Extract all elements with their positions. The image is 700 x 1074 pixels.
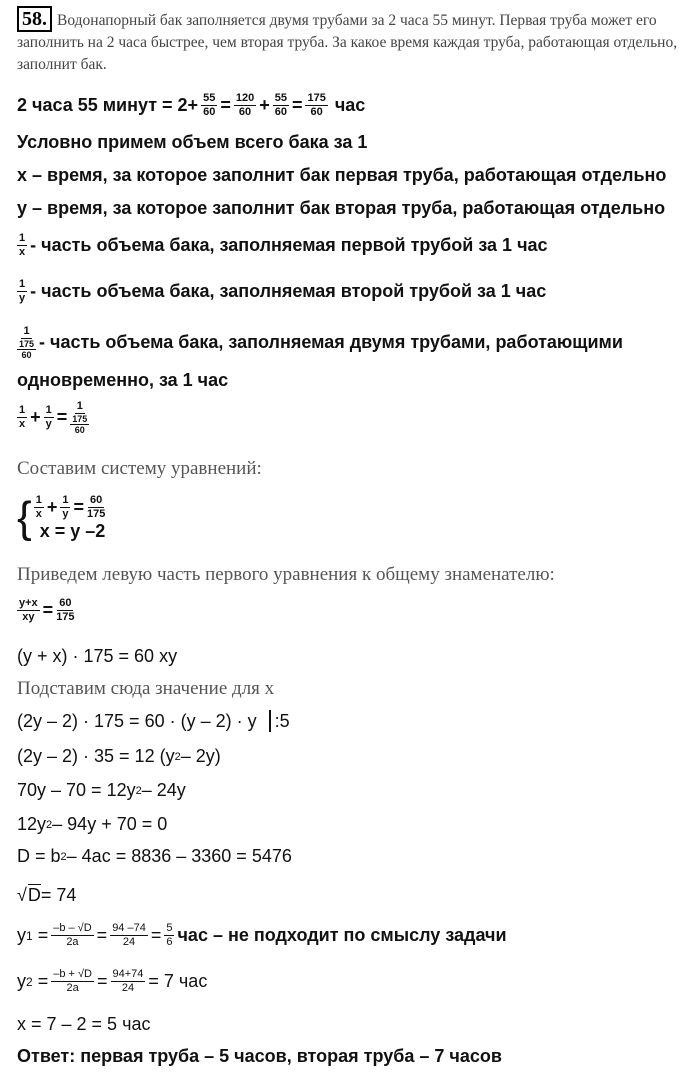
numerator: 1	[62, 494, 69, 506]
line: Приведем левую часть первого уравнения к общему знаменателю:	[17, 564, 555, 585]
fraction	[164, 922, 174, 949]
equation	[17, 597, 78, 624]
denominator: 24	[121, 982, 135, 994]
text: =	[150, 925, 162, 945]
line: x – время, за которое заполнит бак первая труба, работающая отдельно	[17, 165, 667, 185]
text: 70y – 70 = 12y	[17, 780, 136, 800]
line	[17, 884, 76, 906]
line: Условно примем объем всего бака за 1	[17, 132, 368, 152]
text: x = y –2	[39, 521, 106, 541]
numerator: 1	[19, 232, 26, 244]
denominator: 60	[310, 106, 323, 118]
root-y2	[17, 968, 207, 995]
numerator: –b + √D	[53, 968, 92, 980]
text: =	[37, 925, 49, 945]
numerator: 94 –74	[112, 922, 146, 934]
denominator: y	[45, 418, 52, 430]
text: +	[46, 497, 58, 517]
fraction	[201, 92, 217, 119]
denominator: 60	[203, 106, 216, 118]
numerator: 94+74	[112, 968, 144, 980]
text: час – не подходит по смыслу задачи	[177, 925, 507, 945]
fraction	[17, 339, 36, 360]
task-text: Водонапорный бак заполняется двумя трубами за 2 часа 55 минут. Первая труба может его заполнить на 2 часа быстрее, чем вторая труба. За какое время каждая труба, работающая отдельно, заполнит бак.	[17, 12, 678, 73]
line: Подставим сюда значение для x	[17, 678, 275, 699]
line: Составим систему уравнений:	[17, 458, 262, 479]
denominator: 60	[74, 425, 85, 435]
text: = 7 час	[148, 971, 208, 991]
text: – 24y	[141, 780, 186, 800]
fraction	[56, 597, 74, 624]
root-sign: √	[17, 884, 27, 905]
text: +	[259, 95, 270, 115]
text: – 94y + 70 = 0	[52, 814, 168, 834]
fraction	[44, 404, 54, 431]
text: – 4ac = 8836 – 3360 = 5476	[66, 846, 292, 866]
text: - часть объема бака, заполняемая двумя трубами, работающими	[39, 332, 623, 352]
denominator: x	[35, 508, 42, 520]
line: одновременно, за 1 час	[17, 370, 229, 390]
fraction	[110, 922, 148, 949]
text: D = b	[17, 846, 61, 866]
line: (y + x) · 175 = 60 xy	[17, 646, 178, 666]
index: 2	[26, 974, 33, 989]
denominator: xy	[22, 611, 35, 623]
text: =	[42, 600, 54, 620]
fraction	[51, 922, 93, 949]
line	[17, 746, 221, 767]
text: - часть объема бака, заполняемая второй трубой за 1 час	[30, 281, 547, 301]
text: - часть объема бака, заполняемая первой трубой за 1 час	[30, 235, 548, 255]
fraction	[234, 92, 256, 119]
text: =	[96, 971, 108, 991]
text: – 2y)	[180, 746, 221, 766]
numerator: 1	[35, 494, 42, 506]
numerator: 1	[45, 404, 52, 416]
fraction	[17, 232, 27, 259]
numerator: 60	[90, 494, 103, 506]
text: =	[220, 95, 231, 115]
fraction	[17, 325, 36, 360]
divider	[269, 710, 271, 732]
numerator: 55	[203, 92, 216, 104]
fraction	[60, 494, 70, 521]
denominator: 60	[21, 350, 32, 360]
exponent: 2	[174, 750, 181, 763]
fraction	[273, 92, 289, 119]
numerator: 60	[59, 597, 72, 609]
text: +	[30, 407, 41, 427]
answer: Ответ: первая труба – 5 часов, вторая труба – 7 часов	[17, 1046, 502, 1066]
time-conversion	[17, 92, 365, 119]
denominator: x	[19, 246, 26, 258]
fraction	[111, 968, 146, 995]
numerator: 120	[235, 92, 255, 104]
text: = 74	[40, 884, 77, 905]
line	[17, 780, 186, 801]
denominator: x	[19, 418, 26, 430]
numerator: –b – √D	[53, 922, 92, 934]
fraction	[17, 597, 40, 624]
denominator: 175	[56, 611, 75, 623]
denominator: 6	[166, 936, 173, 948]
numerator: 175	[19, 339, 35, 349]
exponent: 2	[46, 818, 53, 831]
text: =	[96, 925, 108, 945]
text: =	[291, 95, 303, 115]
denominator: 60	[274, 106, 287, 118]
line	[17, 325, 623, 360]
numerator: 1	[19, 278, 26, 290]
denominator: 2a	[66, 936, 79, 948]
text: y	[17, 971, 26, 991]
fraction	[70, 414, 89, 435]
root-y1	[17, 922, 507, 949]
fraction	[70, 400, 89, 435]
fraction	[87, 494, 105, 521]
text: y	[17, 925, 26, 945]
numerator: 1	[19, 404, 26, 416]
system	[17, 494, 108, 542]
fraction	[17, 278, 27, 305]
line	[17, 710, 290, 732]
text: час	[334, 95, 366, 115]
line: y – время, за которое заполнит бак вторая труба, работающая отдельно	[17, 198, 666, 218]
fraction	[17, 404, 27, 431]
index: 1	[26, 928, 33, 943]
text: (2y – 2) · 175 = 60 · (y – 2) · y	[17, 710, 257, 731]
denominator: 2a	[66, 982, 79, 994]
line	[17, 232, 548, 259]
numerator: 1	[76, 400, 83, 412]
numerator: y+x	[19, 597, 38, 609]
text: 2 часа 55 минут = 2+	[17, 95, 199, 115]
denominator: y	[19, 292, 26, 304]
numerator: 175	[72, 414, 88, 424]
exponent: 2	[135, 784, 142, 797]
fraction	[51, 968, 94, 995]
line	[17, 814, 167, 835]
text: :5	[274, 710, 290, 731]
line: x = 7 – 2 = 5 час	[17, 1014, 151, 1034]
denominator: y	[62, 508, 69, 520]
equation	[17, 400, 92, 435]
text: =	[56, 407, 68, 427]
text: =	[73, 497, 84, 517]
text: (2y – 2) · 35 = 12 (y	[17, 746, 175, 766]
denominator: 24	[122, 936, 136, 948]
task-statement	[17, 6, 687, 76]
denominator: 175	[86, 508, 106, 520]
numerator: 55	[274, 92, 287, 104]
task-number: 58.	[17, 6, 52, 32]
text: D	[27, 885, 41, 905]
fraction	[305, 92, 327, 119]
line	[17, 846, 292, 867]
numerator: 1	[23, 325, 30, 337]
numerator: 175	[307, 92, 326, 104]
brace: {	[17, 493, 32, 542]
denominator: 60	[238, 106, 252, 118]
fraction	[34, 494, 44, 521]
text: =	[37, 971, 49, 991]
numerator: 5	[166, 922, 173, 934]
line	[17, 278, 546, 305]
exponent: 2	[60, 850, 67, 863]
text: 12y	[17, 814, 47, 834]
